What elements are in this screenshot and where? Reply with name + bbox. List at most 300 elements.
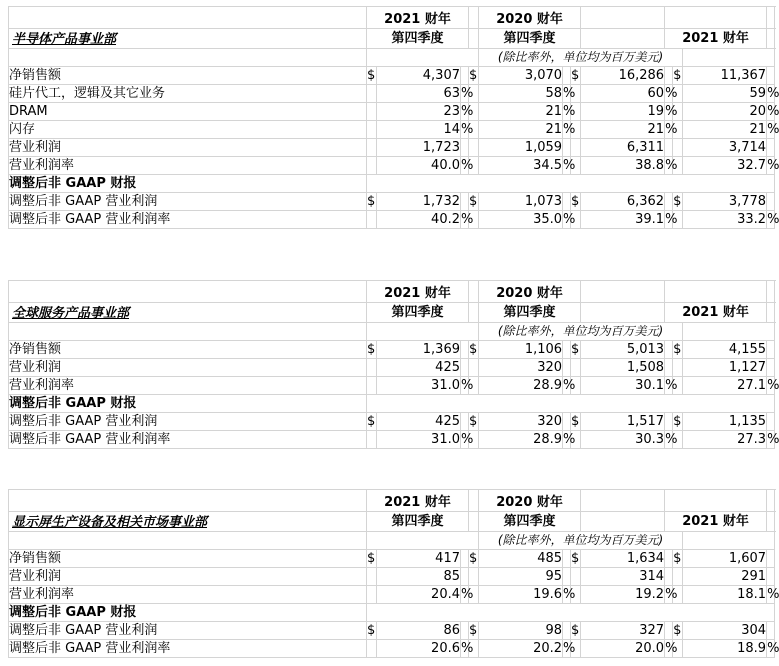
header-pad [767,490,775,512]
dollar-sign: $ [469,414,478,429]
cell-value: 19.6 [479,586,563,604]
dollar-sign: $ [469,342,478,357]
percent-sign [563,622,571,640]
subheading-row [9,175,775,193]
data-row [9,193,775,211]
data-row [9,622,775,640]
dollar-sign [571,568,581,586]
cell-value: 3,070 [479,67,563,85]
percent-sign: % [563,212,576,227]
header-year-2 [665,281,767,303]
percent-sign [767,622,775,640]
cell-value: 6,311 [581,139,665,157]
header-year-2 [665,7,767,29]
percent-sign [767,341,775,359]
percent-sign [563,341,571,359]
unit-note: (除比率外，单位均为百万美元) [479,323,683,341]
cell-value: 6,362 [581,193,665,211]
row-blank [367,604,775,622]
segment-title: 显示屏生产设备及相关市场事业部 [9,512,367,532]
subheading-row [9,604,775,622]
row-blank [367,175,775,193]
segment-table [8,489,779,658]
dollar-sign [367,139,377,157]
percent-sign [563,193,571,211]
cell-value: 291 [683,568,767,586]
data-row [9,550,775,568]
cell-value: 27.1 [683,377,767,395]
percent-sign: % [767,122,779,137]
segment-title: 全球服务产品事业部 [9,303,367,323]
data-row [9,67,775,85]
percent-sign [767,67,775,85]
cell-value: 38.8 [581,157,665,175]
dollar-sign [367,586,377,604]
dollar-sign [367,359,377,377]
row-label: 闪存 [9,121,367,139]
cell-value: 1,607 [683,550,767,568]
cell-value: 21 [581,121,665,139]
percent-sign [461,413,469,431]
dollar-sign: $ [673,68,682,83]
cell-value: 11,367 [683,67,767,85]
cell-value: 21 [479,121,563,139]
percent-sign [563,67,571,85]
row-label: 调整后非 GAAP 营业利润 [9,193,367,211]
percent-sign [767,359,775,377]
header-row-unit [9,532,775,550]
header-row-period [9,303,775,323]
percent-sign: % [665,158,678,173]
header-pad [469,303,479,323]
header-row-year [9,281,775,303]
percent-sign: % [461,432,474,447]
cell-value: 1,634 [581,550,665,568]
dollar-sign: $ [469,623,478,638]
header-blank [9,490,367,512]
data-row [9,568,775,586]
dollar-sign [469,139,479,157]
header-pad [469,490,479,512]
percent-sign [767,568,775,586]
cell-value: 20.4 [377,586,461,604]
percent-sign: % [665,86,678,101]
cell-value: 30.1 [581,377,665,395]
cell-value: 1,369 [377,341,461,359]
percent-sign [767,139,775,157]
percent-sign [563,359,571,377]
header-pad [367,323,479,341]
percent-sign [665,413,673,431]
header-period-2: 2021 财年 [665,29,767,49]
data-row [9,640,775,658]
cell-value: 23 [377,103,461,121]
header-year-2 [665,490,767,512]
header-period-0: 第四季度 [367,29,469,49]
data-row [9,85,775,103]
row-label: 调整后非 GAAP 营业利润率 [9,211,367,229]
cell-value: 60 [581,85,665,103]
percent-sign: % [563,432,576,447]
header-period-1: 第四季度 [479,303,581,323]
cell-value: 98 [479,622,563,640]
row-label: 净销售额 [9,341,367,359]
header-pad [767,281,775,303]
header-row-year [9,7,775,29]
cell-value: 320 [479,413,563,431]
percent-sign: % [665,104,678,119]
dollar-sign [367,211,377,229]
percent-sign: % [767,641,779,656]
row-label: 营业利润率 [9,586,367,604]
row-label: 调整后非 GAAP 营业利润率 [9,431,367,449]
cell-value: 32.7 [683,157,767,175]
dollar-sign: $ [571,194,580,209]
unit-note: (除比率外，单位均为百万美元) [479,49,683,67]
percent-sign: % [461,158,474,173]
cell-value: 95 [479,568,563,586]
cell-value: 33.2 [683,211,767,229]
percent-sign: % [767,587,779,602]
header-period-0: 第四季度 [367,512,469,532]
percent-sign [563,568,571,586]
header-pad [581,512,665,532]
segment-table [8,6,779,229]
header-pad [581,7,665,29]
cell-value: 19 [581,103,665,121]
percent-sign [461,550,469,568]
percent-sign: % [767,86,779,101]
data-row [9,377,775,395]
header-row-year [9,490,775,512]
header-pad [367,49,479,67]
segment-table-2 [8,280,779,449]
header-row-unit [9,49,775,67]
dollar-sign: $ [673,414,682,429]
header-pad [767,29,775,49]
percent-sign: % [767,378,779,393]
header-period-2: 2021 财年 [665,303,767,323]
dollar-sign: $ [469,68,478,83]
cell-value: 59 [683,85,767,103]
data-row [9,139,775,157]
data-row [9,359,775,377]
cell-value: 19.2 [581,586,665,604]
cell-value: 425 [377,359,461,377]
percent-sign [665,67,673,85]
dollar-sign: $ [673,194,682,209]
percent-sign: % [461,587,474,602]
cell-value: 304 [683,622,767,640]
header-pad [469,281,479,303]
row-label: 调整后非 GAAP 营业利润 [9,622,367,640]
cell-value: 40.2 [377,211,461,229]
cell-value: 40.0 [377,157,461,175]
percent-sign [461,622,469,640]
cell-value: 1,723 [377,139,461,157]
percent-sign: % [461,641,474,656]
cell-value: 320 [479,359,563,377]
percent-sign [461,139,469,157]
cell-value: 31.0 [377,431,461,449]
cell-value: 3,778 [683,193,767,211]
dollar-sign: $ [673,342,682,357]
header-period-2: 2021 财年 [665,512,767,532]
percent-sign: % [665,587,678,602]
percent-sign: % [665,641,678,656]
dollar-sign [469,568,479,586]
percent-sign [665,622,673,640]
unit-note: (除比率外，单位均为百万美元) [479,532,683,550]
percent-sign: % [665,378,678,393]
dollar-sign [367,377,377,395]
cell-value: 39.1 [581,211,665,229]
header-row-period [9,512,775,532]
dollar-sign: $ [673,551,682,566]
data-row [9,157,775,175]
cell-value: 485 [479,550,563,568]
header-blank [9,49,367,67]
dollar-sign [367,157,377,175]
dollar-sign: $ [673,623,682,638]
percent-sign [767,550,775,568]
dollar-sign [673,139,683,157]
header-period-1: 第四季度 [479,512,581,532]
dollar-sign [367,568,377,586]
cell-value: 1,073 [479,193,563,211]
percent-sign: % [461,122,474,137]
cell-value: 1,508 [581,359,665,377]
percent-sign: % [767,104,779,119]
dollar-sign: $ [571,342,580,357]
cell-value: 1,106 [479,341,563,359]
percent-sign: % [461,86,474,101]
percent-sign: % [563,587,576,602]
header-pad [581,490,665,512]
subheading-label: 调整后非 GAAP 财报 [9,604,367,622]
percent-sign [563,139,571,157]
header-year-1: 2020 财年 [479,281,581,303]
header-blank [9,532,367,550]
dollar-sign [673,568,683,586]
percent-sign: % [563,378,576,393]
header-blank [9,281,367,303]
header-pad [767,512,775,532]
percent-sign: % [461,104,474,119]
dollar-sign: $ [571,551,580,566]
subheading-label: 调整后非 GAAP 财报 [9,395,367,413]
percent-sign [461,568,469,586]
cell-value: 27.3 [683,431,767,449]
cell-value: 1,059 [479,139,563,157]
percent-sign [563,413,571,431]
cell-value: 21 [683,121,767,139]
cell-value: 314 [581,568,665,586]
data-row [9,121,775,139]
row-label: 营业利润 [9,139,367,157]
header-pad [469,512,479,532]
row-label: 调整后非 GAAP 营业利润 [9,413,367,431]
percent-sign: % [767,432,779,447]
segment-table-1 [8,6,779,229]
data-row [9,413,775,431]
dollar-sign [367,85,377,103]
dollar-sign: $ [571,68,580,83]
header-pad [367,532,479,550]
data-row [9,431,775,449]
row-label: 调整后非 GAAP 营业利润率 [9,640,367,658]
cell-value: 30.3 [581,431,665,449]
cell-value: 18.9 [683,640,767,658]
data-row [9,211,775,229]
header-period-1: 第四季度 [479,29,581,49]
percent-sign: % [665,122,678,137]
percent-sign [461,341,469,359]
data-row [9,586,775,604]
row-label: 营业利润 [9,568,367,586]
header-year-1: 2020 财年 [479,490,581,512]
dollar-sign: $ [571,414,580,429]
percent-sign: % [563,641,576,656]
percent-sign [767,413,775,431]
row-label: 净销售额 [9,67,367,85]
cell-value: 16,286 [581,67,665,85]
dollar-sign: $ [367,551,376,566]
percent-sign [767,193,775,211]
dollar-sign: $ [571,623,580,638]
dollar-sign: $ [367,414,376,429]
percent-sign: % [767,158,779,173]
header-pad [581,281,665,303]
cell-value: 63 [377,85,461,103]
header-pad [767,303,775,323]
dollar-sign: $ [367,623,376,638]
cell-value: 28.9 [479,431,563,449]
row-label: 硅片代工，逻辑及其它业务 [9,85,367,103]
percent-sign: % [665,212,678,227]
percent-sign [461,359,469,377]
dollar-sign [469,359,479,377]
dollar-sign: $ [469,194,478,209]
percent-sign: % [665,432,678,447]
cell-value: 20 [683,103,767,121]
cell-value: 4,155 [683,341,767,359]
cell-value: 425 [377,413,461,431]
cell-value: 31.0 [377,377,461,395]
dollar-sign [367,640,377,658]
dollar-sign [571,359,581,377]
percent-sign [461,67,469,85]
segment-table-3 [8,489,779,658]
data-row [9,341,775,359]
cell-value: 1,127 [683,359,767,377]
header-pad [683,532,775,550]
header-pad [581,29,665,49]
cell-value: 1,135 [683,413,767,431]
percent-sign: % [563,86,576,101]
dollar-sign [367,103,377,121]
percent-sign [461,193,469,211]
dollar-sign [367,431,377,449]
dollar-sign [571,139,581,157]
header-row-period [9,29,775,49]
row-label: 营业利润 [9,359,367,377]
segment-table [8,280,779,449]
dollar-sign: $ [367,342,376,357]
header-year-0: 2021 财年 [367,490,469,512]
percent-sign [665,568,673,586]
cell-value: 1,732 [377,193,461,211]
cell-value: 20.0 [581,640,665,658]
percent-sign: % [461,212,474,227]
dollar-sign [673,359,683,377]
percent-sign: % [563,104,576,119]
cell-value: 3,714 [683,139,767,157]
row-label: DRAM [9,103,367,121]
cell-value: 1,517 [581,413,665,431]
header-period-0: 第四季度 [367,303,469,323]
segment-title: 半导体产品事业部 [9,29,367,49]
dollar-sign: $ [367,68,376,83]
cell-value: 417 [377,550,461,568]
percent-sign [563,550,571,568]
header-pad [683,49,775,67]
header-pad [767,7,775,29]
header-year-0: 2021 财年 [367,281,469,303]
header-pad [469,29,479,49]
cell-value: 34.5 [479,157,563,175]
header-blank [9,323,367,341]
cell-value: 85 [377,568,461,586]
cell-value: 14 [377,121,461,139]
dollar-sign: $ [367,194,376,209]
header-year-1: 2020 财年 [479,7,581,29]
row-label: 净销售额 [9,550,367,568]
percent-sign: % [767,212,779,227]
percent-sign [665,139,673,157]
percent-sign: % [563,122,576,137]
header-year-0: 2021 财年 [367,7,469,29]
cell-value: 28.9 [479,377,563,395]
dollar-sign [367,121,377,139]
percent-sign [665,193,673,211]
subheading-row [9,395,775,413]
cell-value: 5,013 [581,341,665,359]
header-blank [9,7,367,29]
percent-sign [665,341,673,359]
percent-sign [665,359,673,377]
cell-value: 35.0 [479,211,563,229]
header-pad [469,7,479,29]
percent-sign [665,550,673,568]
dollar-sign: $ [469,551,478,566]
header-pad [581,303,665,323]
row-label: 营业利润率 [9,377,367,395]
cell-value: 18.1 [683,586,767,604]
percent-sign: % [563,158,576,173]
data-row [9,103,775,121]
cell-value: 4,307 [377,67,461,85]
cell-value: 20.6 [377,640,461,658]
cell-value: 21 [479,103,563,121]
cell-value: 58 [479,85,563,103]
header-row-unit [9,323,775,341]
percent-sign: % [461,378,474,393]
subheading-label: 调整后非 GAAP 财报 [9,175,367,193]
cell-value: 20.2 [479,640,563,658]
row-label: 营业利润率 [9,157,367,175]
cell-value: 327 [581,622,665,640]
